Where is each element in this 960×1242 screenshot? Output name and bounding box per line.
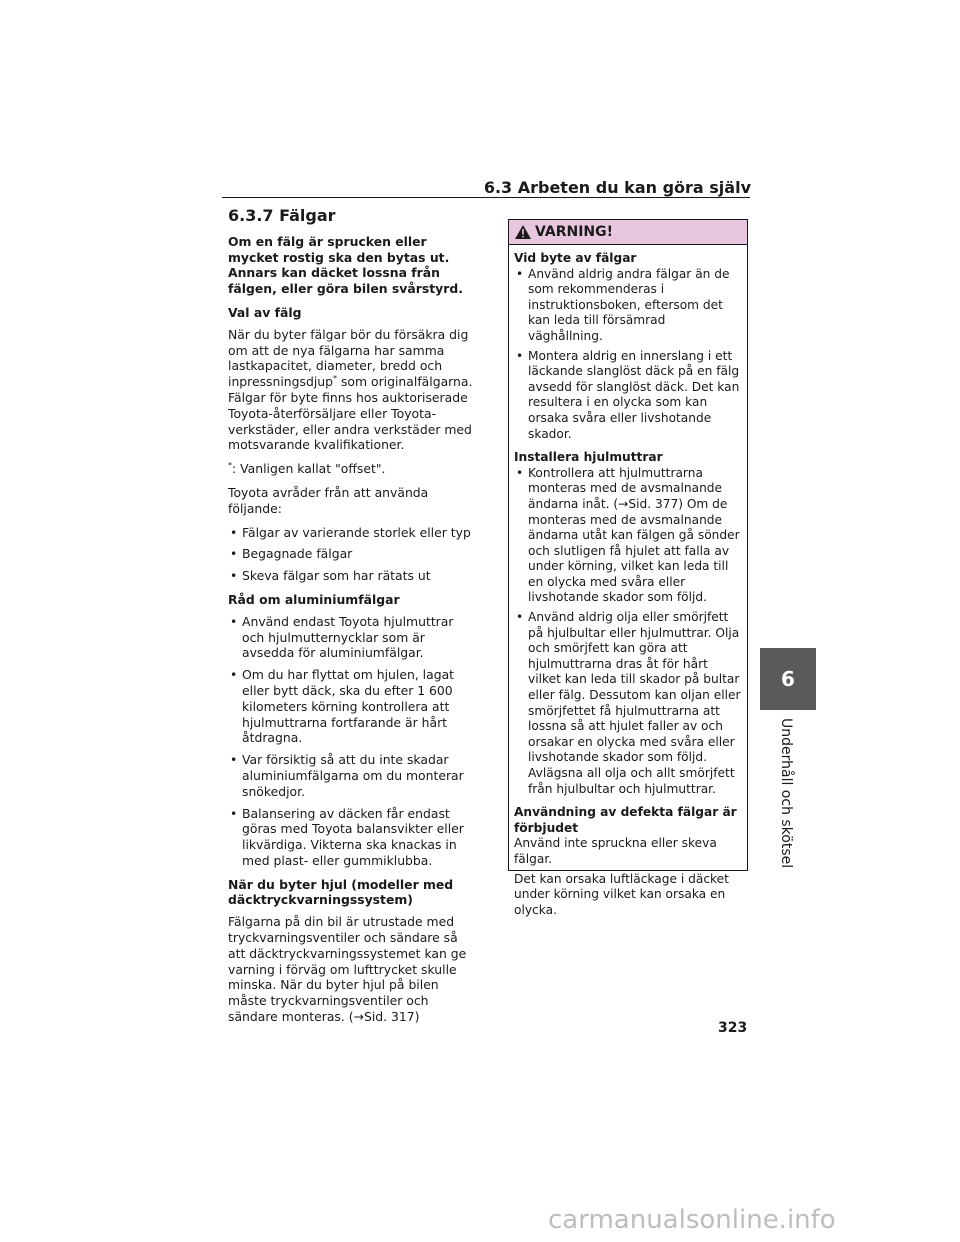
page-number: 323 [718,1020,748,1036]
avoid-intro: Toyota avråder från att använda följande: [228,484,429,516]
footnote-marker: * [333,374,338,384]
footnote-text: : Vanligen kallat "offset". [232,461,386,477]
warning-box [508,219,748,917]
footnote [228,461,473,477]
header-rule [222,197,750,198]
tpws-paragraph: Fälgarna på din bil är utrustade med tryckvarningsventiler och sändare så att däcktryckvarningssystemet kan ge varning i förväg om lufttrycket skulle minska. När du byter hjul på bilen måste tryckvarningsventiler och sändare monteras. (→Sid. 317) [228,914,467,1025]
list-item: • Använd aldrig olja eller smörjfett på hjulbultar eller hjulmuttrar. Olja och smörjfett kan göra att hjulmuttrarna dras åt för hårt vilket kan leda till skador på bultar eller fälg. Dessutom kan oljan eller smörjfettet få hjulmuttrarna att lossna så att hjulet faller av och orsakar en olycka med svåra eller livshotande skador som följd. Avlägsna all olja och allt smörjfett från hjulbultar och hjulmuttrar. [514,610,741,797]
warning-paragraph: Använd inte spruckna eller skeva fälgar. [514,836,717,866]
list-item: • Skeva fälgar som har rätats ut [228,568,473,584]
list-item: • Om du har flyttat om hjulen, lagat eller bytt däck, ska du efter 1 600 kilometers körning kontrollera att hjulmuttrarna fortfarande är hårt åtdragna. [228,667,473,746]
subheading-tpws: När du byter hjul (modeller med däcktryckvarningssystem) [228,876,454,908]
footnote-star: * [228,461,232,471]
warning-paragraph: Det kan orsaka luftläckage i däcket under körning vilket kan orsaka en olycka. [514,871,729,917]
list-item: • Kontrollera att hjulmuttrarna monteras med de avsmalnande ändarna inåt. (→Sid. 377) Om de monteras med de avsmalnande ändarna utåt kan fälgen gå sönder och slutligen få hjulet att falla av under körning, vilket kan leda till en olycka med svåra eller livshotande skador som följd. [514,466,741,606]
left-column [228,208,473,1033]
list-item: • Begagnade fälgar [228,546,473,562]
warning-list-2 [514,466,741,797]
page-heading: 6.3.7 Fälgar [228,206,336,225]
chapter-label: Underhåll och skötsel [778,718,794,869]
rim-choice-text-a: När du byter fälgar bör du försäkra dig om att de nya fälgarna har samma lastkapacitet, diameter, bredd och inpressningsdjup [228,326,469,390]
list-item: • Montera aldrig en innerslang i ett läckande slanglöst däck på en fälg avsedd för slanglöst däck. Det kan resultera i en olycka som kan orsaka svåra eller livshotande skador. [514,349,741,443]
warning-header [509,220,747,245]
list-item: • Balansering av däcken får endast göras med Toyota balansvikter eller likvärdiga. Vikterna ska knackas in med plast- eller gummiklubba. [228,806,473,869]
lead-paragraph: Om en fälg är sprucken eller mycket rostig ska den bytas ut. Annars kan däcket lossna från fälgen, eller göra bilen svårstyrd. [228,233,463,297]
subheading-rim-choice: Val av fälg [228,304,302,320]
avoid-list [228,525,473,584]
rim-choice-text-b: som originalfälgarna. Fälgar för byte finns hos auktoriserade Toyota-återförsäljare eller Toyota-verkstäder, eller andra verkstäder med motsvarande kvalifikationer. [228,374,473,453]
warning-subheading: Användning av defekta fälgar är förbjudet [514,805,737,835]
list-item: • Var försiktig så att du inte skadar aluminiumfälgarna om du monterar snökedjor. [228,752,473,799]
warning-subheading: Vid byte av fälgar [514,251,637,265]
list-item: • Använd endast Toyota hjulmuttrar och hjulmutternycklar som är avsedda för aluminiumfälgar. [228,614,473,661]
section-header-title: 6.3 Arbeten du kan göra själv [483,178,751,197]
chapter-tab: 6 [760,648,816,710]
rim-choice-paragraph [228,327,473,453]
watermark: carmanualsonline.info [548,1205,836,1235]
aluminium-list [228,614,473,869]
warning-body [509,245,747,918]
warning-list-1 [514,267,741,443]
subheading-aluminium: Råd om aluminiumfälgar [228,591,400,607]
list-item: • Fälgar av varierande storlek eller typ [228,525,473,541]
warning-subheading: Installera hjulmuttrar [514,450,663,465]
warning-title: VARNING! [535,224,614,240]
warning-triangle-icon [515,225,531,239]
list-item: • Använd aldrig andra fälgar än de som rekommenderas i instruktionsboken, eftersom det kan leda till försämrad väghållning. [514,267,741,345]
